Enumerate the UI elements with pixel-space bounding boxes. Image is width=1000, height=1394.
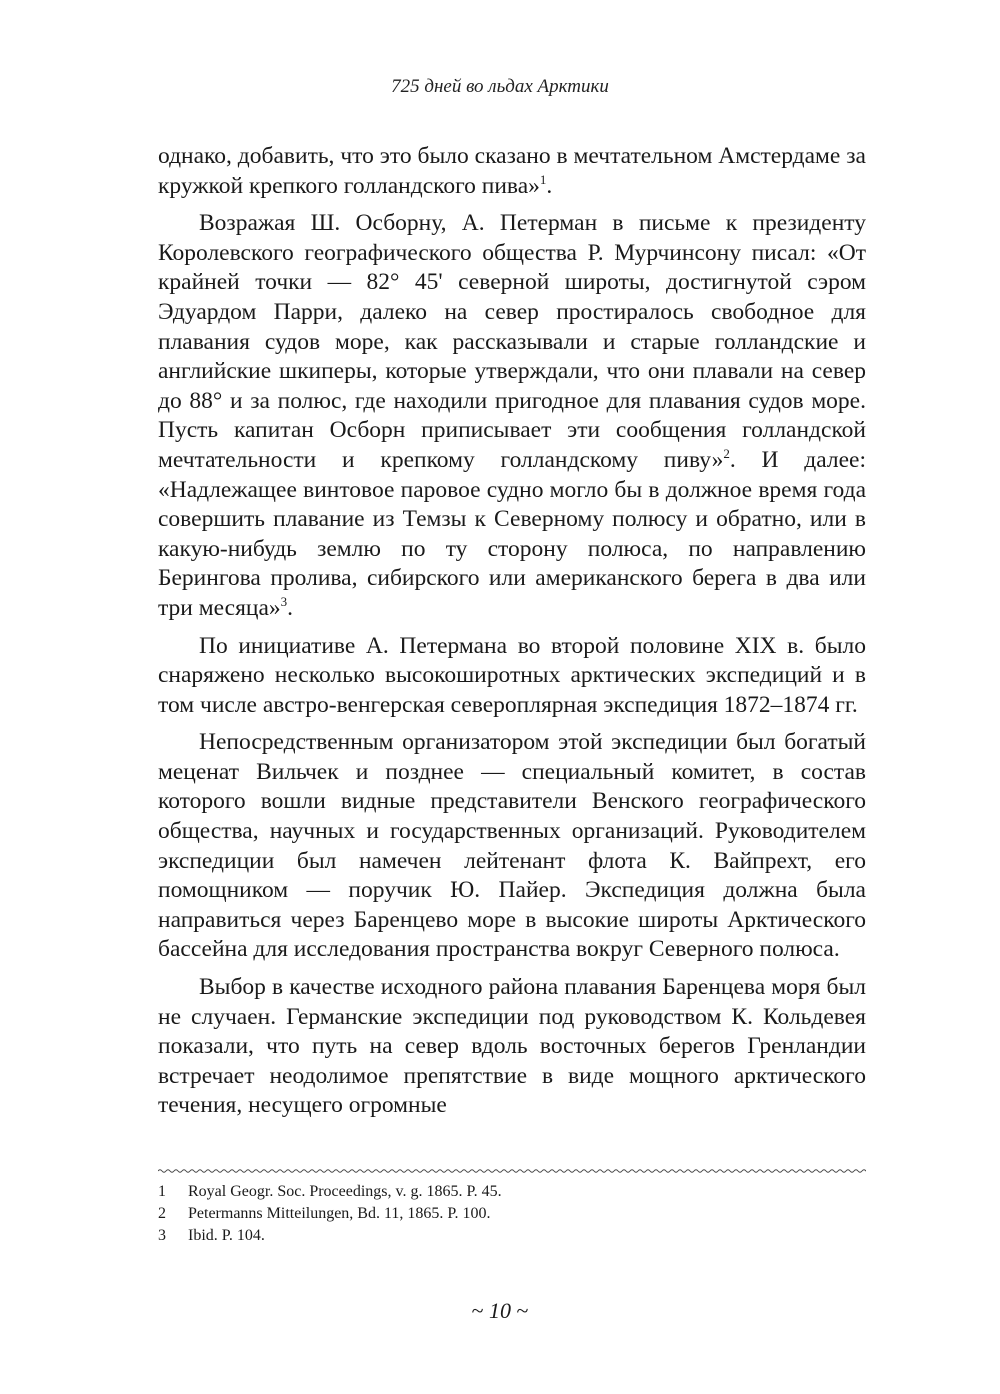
paragraph-text-tail: . И далее: «Надлежащее винтовое паровое судно могло бы в должное время года совершить плавание из Темзы к Северному полюсу и обратно, или в какую-нибудь землю по ту сторону полюса, по направлению Берингова пролива, сибирского или американского берега в два или три месяца» (158, 446, 866, 621)
paragraph-text: По инициативе А. Петермана во второй половине XIX в. было снаряжено несколько высокоширотных арктических экспедиций и в том числе австро-венгерская североплярная экспедиция 1872–1874 гг. (158, 632, 866, 718)
paragraph (158, 209, 866, 623)
footnote-number: 3 (158, 1227, 166, 1244)
footnote-ref: 3 (280, 593, 288, 609)
footnote-number: 2 (158, 1205, 166, 1222)
footnote-1 (158, 1181, 866, 1203)
footnote-text: Ibid. P. 104. (188, 1227, 265, 1244)
paragraph-text-tail: . (546, 172, 553, 199)
footnote-ref: 2 (723, 445, 730, 461)
footnote-text: Royal Geogr. Soc. Proceedings, v. g. 1865. P. 45. (188, 1183, 502, 1200)
paragraph (158, 142, 866, 201)
footnote-ref: 1 (539, 171, 547, 187)
body-text (158, 142, 866, 1129)
paragraph (158, 973, 866, 1121)
paragraph-text: Непосредственным организатором этой экспедиции был богатый меценат Вильчек и позднее — специальный комитет, в состав которого вошли видные представители Венского географического общества, научных и государственных организаций. Руководителем экспедиции был намечен лейтенант флота К. Вайпрехт, его помощником — поручик Ю. Пайер. Экспедиция должна была направиться через Баренцево море в высокие широты Арктического бассейна для исследования пространства вокруг Северного полюса. (158, 729, 866, 963)
paragraph (158, 728, 866, 965)
footnotes (158, 1181, 866, 1247)
page-number (0, 1298, 1000, 1324)
folio-ornament-left: ~ (471, 1298, 484, 1323)
paragraph-text: однако, добавить, что это было сказано в мечтательном Амстердаме за кружкой крепкого голландского пива» (158, 143, 866, 199)
footnote-rule (158, 1168, 866, 1174)
footnote-3 (158, 1225, 866, 1247)
running-head: 725 дней во льдах Арктики (391, 76, 609, 97)
page-number-value: 10 (489, 1298, 511, 1323)
paragraph-text-tail: . (287, 594, 294, 621)
folio-ornament-right: ~ (516, 1298, 529, 1323)
footnote-2 (158, 1203, 866, 1225)
footnote-text: Petermanns Mitteilungen, Bd. 11, 1865. P. 100. (188, 1205, 491, 1222)
paragraph-text: Выбор в качестве исходного района плавания Баренцева моря был не случаен. Германские экспедиции под руководством К. Кольдевея показали, что путь на север вдоль восточных берегов Гренландии встречает неодолимое препятствие в виде мощного арктического течения, несущего огромные (158, 974, 866, 1119)
footnote-number: 1 (158, 1183, 166, 1200)
paragraph-text: Возражая Ш. Осборну, А. Петерман в письме к президенту Королевского географического общества Р. Мурчинсону писал: «От крайней точки — 82° 45' северной широты, достигнутой сэром Эдуардом Парри, далеко на север простиралось свободное для плавания судов море, как рассказывали и старые голландские и английские шкиперы, которые утверждали, что они плавали на север до 88° и за полюс, где находили пригодное для плавания судов море. Пусть капитан Осборн приписывает эти сообщения голландской мечтательности и крепкому голландскому пиву» (158, 210, 866, 473)
paragraph (158, 632, 866, 721)
